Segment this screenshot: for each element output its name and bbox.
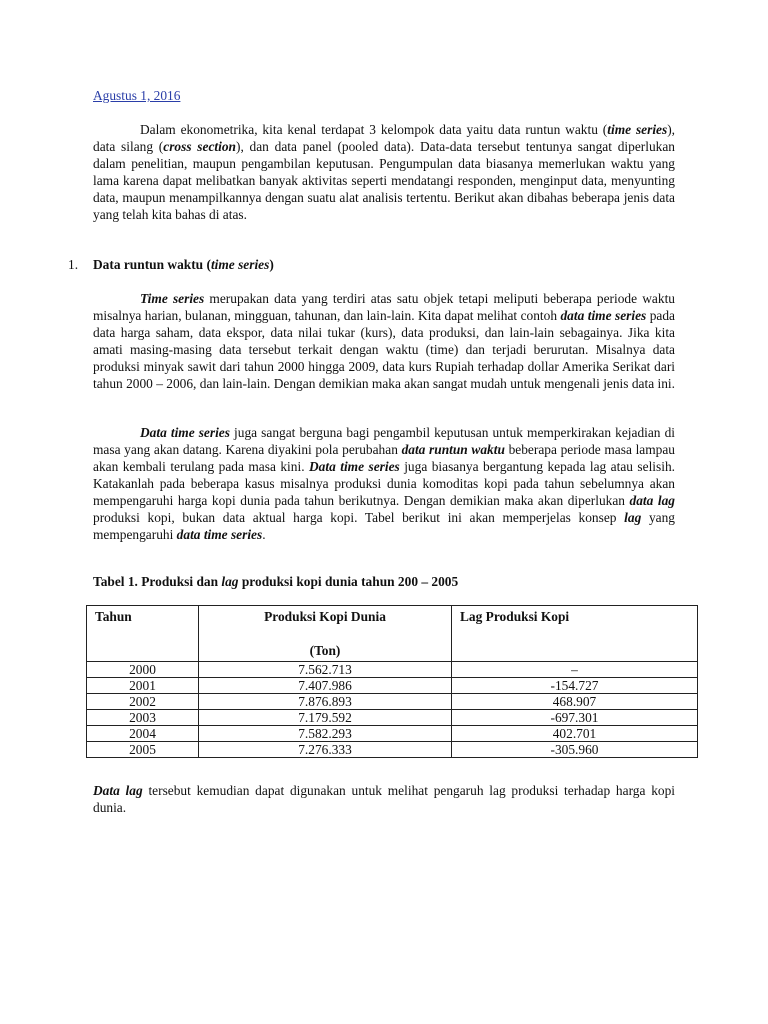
closing-text: tersebut kemudian dapat digunakan untuk melihat pengaruh lag produksi terhadap harga kopi dunia. — [93, 783, 675, 815]
closing-paragraph — [93, 782, 675, 816]
p3-text-3: juga biasanya bergantung kepada lag atau selisih. Katakanlah pada beberapa kasus misalnya produksi dunia komoditas kopi pada tahun sebelumnya akan mempengaruhi harga kopi dunia pada tahun berikutnya. Dengan demikian maka akan diperlukan — [93, 459, 675, 508]
section-title-b: ) — [269, 257, 274, 272]
cell-lag: -697.301 — [452, 710, 698, 726]
p2-text-1: merupakan data yang terdiri atas satu objek tetapi meliputi beberapa periode waktu misalnya harian, bulanan, mingguan, tahunan, dan lain-lain. Kita dapat melihat contoh — [93, 291, 675, 323]
cell-production: 7.562.713 — [199, 662, 452, 678]
header-lag: Lag Produksi Kopi — [452, 606, 698, 662]
header-produksi — [199, 606, 452, 662]
table-row — [87, 726, 698, 742]
p3-text-5: yang mempengaruhi — [93, 510, 675, 542]
coffee-production-table — [86, 605, 698, 758]
cell-lag: 402.701 — [452, 726, 698, 742]
p3-em-3: data lag — [629, 493, 675, 508]
p2-lead: Time series — [140, 291, 205, 306]
p3-text-4: produksi kopi, bukan data aktual harga kopi. Tabel berikut ini akan memperjelas konsep — [93, 510, 625, 525]
table-row — [87, 694, 698, 710]
intro-text-1: Dalam ekonometrika, kita kenal terdapat 3 kelompok data yaitu data runtun waktu ( — [140, 122, 608, 137]
table-header-row — [87, 606, 698, 662]
intro-text-2: ), data silang ( — [93, 122, 676, 154]
table-row — [87, 662, 698, 678]
p3-em-1: data runtun waktu — [401, 442, 505, 457]
intro-text-3: ), dan data panel (pooled data). Data-data tersebut tentunya sangat diperlukan dalam penelitian, maupun pengambilan keputusan. Pengumpulan data biasanya memerlukan waktu yang lama karena dapat melibatkan banyak aktivitas seperti mendatangi responden, menginput data, menyunting data, maupun menampilkannya dengan suatu alat analisis tertentu. Berikut akan dibahas beberapa jenis data yang telah kita bahas di atas. — [93, 139, 675, 222]
cell-lag: -154.727 — [452, 678, 698, 694]
p2-em-1: data time series — [560, 308, 647, 323]
cell-year: 2005 — [87, 742, 199, 758]
caption-text-a: Tabel 1. Produksi dan — [93, 574, 222, 589]
intro-paragraph — [93, 121, 675, 223]
section-title-a: Data runtun waktu ( — [93, 257, 211, 272]
table-row — [87, 742, 698, 758]
cell-year: 2003 — [87, 710, 199, 726]
time-series-paragraph — [93, 290, 675, 392]
section-title-italic: time series — [210, 257, 270, 272]
cell-production: 7.582.293 — [199, 726, 452, 742]
cell-year: 2000 — [87, 662, 199, 678]
cell-lag: -305.960 — [452, 742, 698, 758]
section-heading — [68, 256, 668, 273]
p3-em-2: Data time series — [309, 459, 400, 474]
caption-italic: lag — [221, 574, 239, 589]
header-produksi-label: Produksi Kopi Dunia — [264, 609, 386, 624]
p2-text-2: pada data harga saham, data ekspor, data nilai tukar (kurs), data produksi, dan lain-lain sebagainya. Jika kita amati masing-masing data tersebut terkait dengan waktu (time) dan terjadi berurutan. Misalnya data produksi minyak sawit dari tahun 2000 hingga 2009, data kurs Rupiah terhadap dollar Amerika Serikat dari tahun 2000 – 2006, dan lain-lain. Dengan demikian maka akan sangat mudah untuk mengenali jenis data ini. — [93, 308, 675, 391]
p3-lead: Data time series — [140, 425, 230, 440]
cell-production: 7.407.986 — [199, 678, 452, 694]
cell-production: 7.179.592 — [199, 710, 452, 726]
p3-em-5: data time series — [176, 527, 263, 542]
lag-paragraph — [93, 424, 675, 543]
header-tahun: Tahun — [87, 606, 199, 662]
cell-production: 7.276.333 — [199, 742, 452, 758]
intro-cross-section: cross section — [163, 139, 236, 154]
cell-year: 2004 — [87, 726, 199, 742]
table-row — [87, 710, 698, 726]
caption-text-b: produksi kopi dunia tahun 200 – 2005 — [238, 574, 459, 589]
p3-text-6: . — [262, 527, 266, 542]
closing-lead: Data lag — [93, 783, 143, 798]
intro-time-series: time series — [607, 122, 668, 137]
cell-lag: – — [452, 662, 698, 678]
cell-lag: 468.907 — [452, 694, 698, 710]
section-number: 1. — [68, 257, 79, 272]
header-produksi-unit: (Ton) — [309, 643, 341, 658]
p3-text-2: beberapa periode masa lampau akan kembali terulang pada masa kini. — [93, 442, 675, 474]
cell-production: 7.876.893 — [199, 694, 452, 710]
cell-year: 2002 — [87, 694, 199, 710]
date-link[interactable]: Agustus 1, 2016 — [93, 88, 181, 103]
p3-em-4: lag — [624, 510, 642, 525]
p3-text-1: juga sangat berguna bagi pengambil keputusan untuk memperkirakan kejadian di masa yang akan datang. Karena diyakini pola perubahan — [93, 425, 675, 457]
cell-year: 2001 — [87, 678, 199, 694]
table-caption — [93, 573, 458, 590]
table-row — [87, 678, 698, 694]
